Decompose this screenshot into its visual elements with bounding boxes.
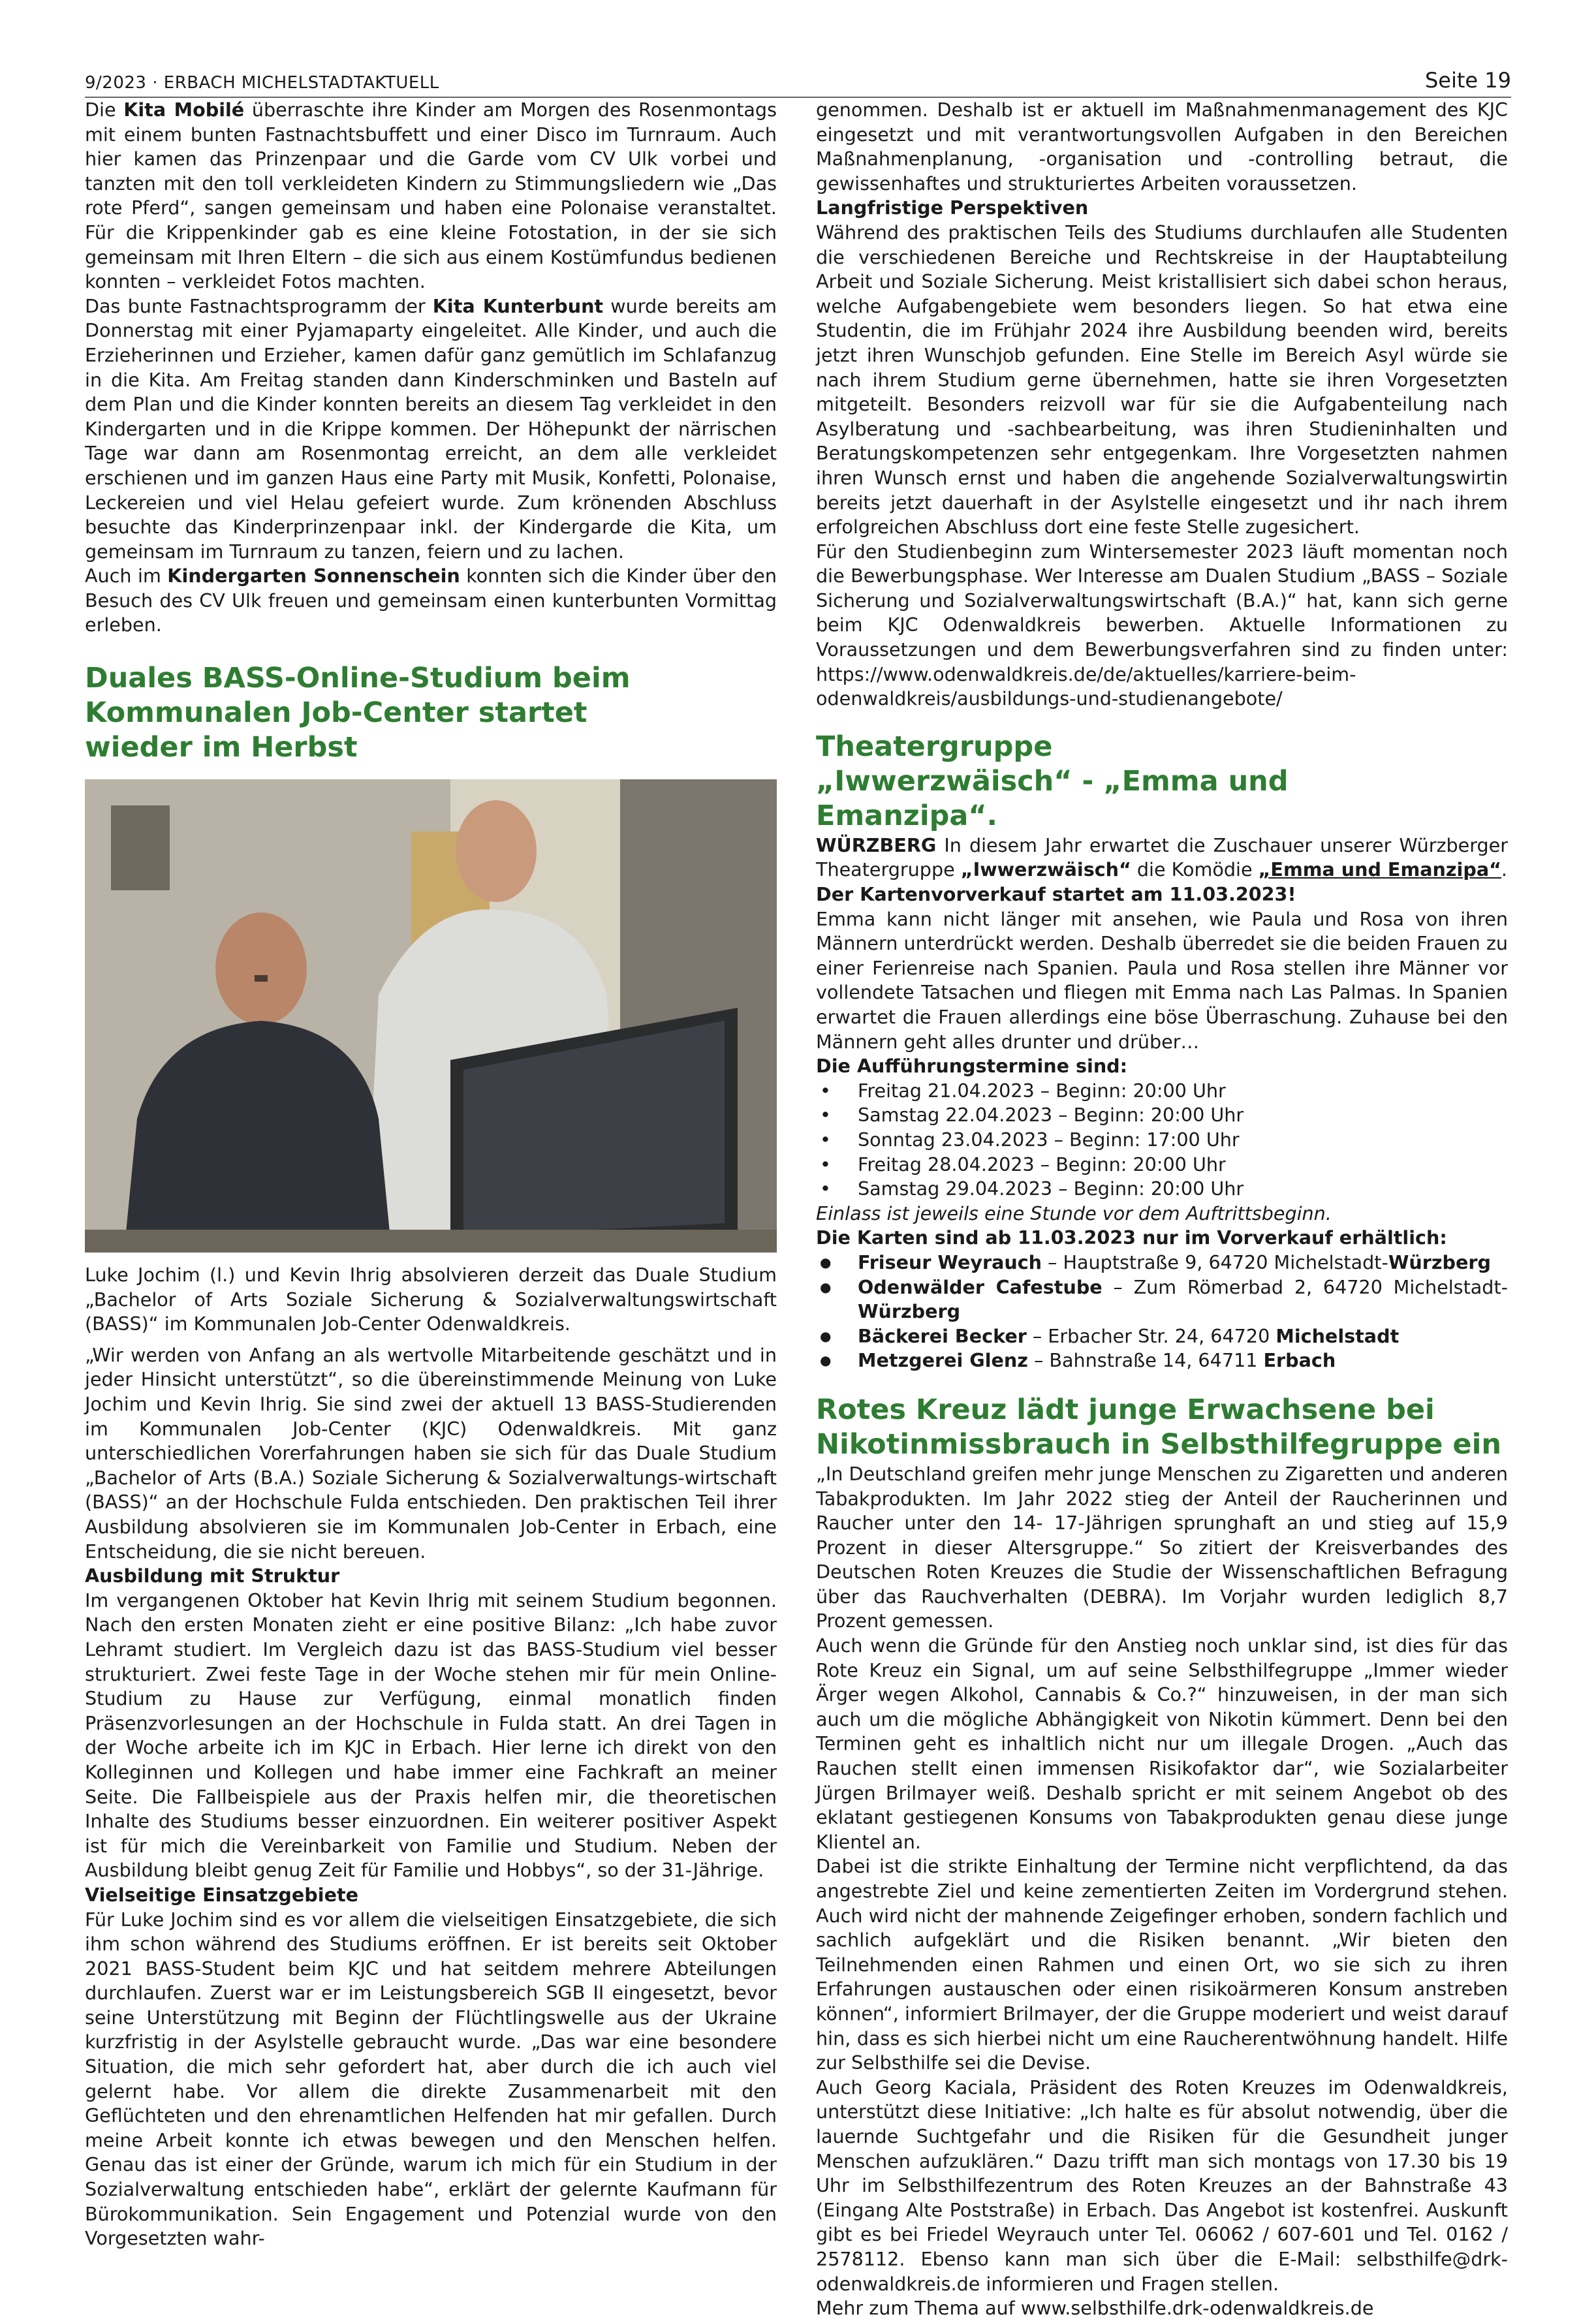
list-item: • Samstag 29.04.2023 – Beginn: 20:00 Uhr [816,1177,1508,1202]
dates-list [816,1079,1508,1202]
subheading: Ausbildung mit Struktur [85,1565,340,1587]
paragraph: Auch Georg Kaciala, Präsident des Roten Kreuzes im Odenwaldkreis, unterstützt diese Initiative: „Ich halte es für absolut notwendig, über die lauernde Suchtgefahr und die Risiken für die Gesundheit junger Menschen aufzuklären.“ Dazu trifft man sich montags von 17.30 bis 19 Uhr im Selbsthilfezentrum des Roten Kreuzes an der Bahnstraße 43 (Eingang Alte Poststraße) in Erbach. Das Angebot ist kostenfrei. Auskunft gibt es bei Friedel Weyrauch unter Tel. 06062 / 607-601 und Tel. 0162 / 2578112. Ebenso kann man sich über die E-Mail: selbsthilfe@drk-odenwaldkreis.de informieren und Fragen stellen. [816,2076,1508,2295]
list-item: • Freitag 28.04.2023 – Beginn: 20:00 Uhr [816,1153,1508,1177]
paragraph: WÜRZBERG In diesem Jahr erwartet die Zuschauer unserer Würzberger Theatergruppe „Iwwerzwäisch“ die Komödie „Emma und Emanzipa“. [816,833,1508,881]
tickets-title: Die Karten sind ab 11.03.2023 nur im Vorverkauf erhältlich: [816,1226,1447,1249]
paragraph: Die Kita Mobilé überraschte ihre Kinder am Morgen des Rosenmontags mit einem bunten Fastnachtsbuffett und einer Disco im Turnraum. Auch hier kamen das Prinzenpaar und die Garde vom CV Ulk vorbei und tanzten mit den toll verkleideten Kindern zu Stimmungsliedern wie „Das rote Pferd“, sangen gemeinsam und haben eine Polonaise veranstaltet. Für die Krippenkinder gab es eine kleine Fotostation, in der sie sich gemeinsam mit Ihren Eltern – die sich aus einem Kostümfundus bedienen konnten – verkleidet Fotos machten. [85,99,777,293]
list-item: ● Odenwälder Cafestube – Zum Römerbad 2, 64720 Michelstadt-Würzberg [816,1275,1508,1324]
headline-theater: Theatergruppe „Iwwerzwäisch“ - „Emma und Emanzipa“. [816,730,1289,832]
right-column [816,98,1508,2321]
entry-note: Einlass ist jeweils eine Stunde vor dem Auftrittsbeginn. [816,1202,1332,1224]
paragraph: Während des praktischen Teils des Studiums durchlaufen alle Studenten die verschiedenen Bereiche und Rechtskreise in der Hauptabteilung Arbeit und Soziale Sicherung. Meist kristallisiert sich dabei schon heraus, welche Aufgabengebiete wem besonders liegen. So hat etwa eine Studentin, die im Frühjahr 2024 ihre Ausbildung beenden wird, bereits jetzt ihren Wunschjob gefunden. Eine Stelle im Bereich Asyl würde sie nach ihrem Studium gerne übernehmen, hatte sie ihren Vorgesetzten mitgeteilt. Besonders reizvoll war für sie die Aufgabenteilung nach Asylberatung und -sachbearbeitung, was ihren Studieninhalten und Beratungskompetenzen sehr entgegenkam. Ihre Vorgesetzten nahmen ihren Wunsch ernst und haben die angehende Sozialverwaltungswirtin bereits jetzt dauerhaft in der Asylstelle eingesetzt und ihr nach ihrem erfolgreichen Abschluss dort eine feste Stelle zugesichert. [816,221,1508,538]
paragraph: Mehr zum Thema auf www.selbsthilfe.drk-odenwaldkreis.de [816,2297,1374,2320]
paragraph: Auch wenn die Gründe für den Anstieg noch unklar sind, ist dies für das Rote Kreuz ein Signal, um auf seine Selbsthilfegruppe „Immer wieder Ärger wegen Alkohol, Cannabis & Co.?“ hinzuweisen, in der man sich auch um die mögliche Abhängigkeit von Nikotin kümmert. Denn bei den Terminen geht es inhaltlich nicht nur um illegale Drogen. „Auch das Rauchen stellt einen immensen Risikofaktor dar“, wie Sozialarbeiter Jürgen Brilmayer weiß. Deshalb spricht er mit seinem Angebot ob des eklatant gestiegenen Konsums von Tabakprodukten genau diese junge Klientel an. [816,1634,1508,1853]
issue-label: 9/2023 · ERBACH MICHELSTADTAKTUELL [85,73,439,93]
dates-title: Die Aufführungstermine sind: [816,1055,1128,1078]
list-item: ● Metzgerei Glenz – Bahnstraße 14, 64711 Erbach [816,1348,1508,1373]
list-item: ● Friseur Weyrauch – Hauptstraße 9, 64720 Michelstadt-Würzberg [816,1251,1508,1275]
subheading: Vielseitige Einsatzgebiete [85,1883,359,1906]
paragraph: Das bunte Fastnachtsprogramm der Kita Kunterbunt wurde bereits am Donnerstag mit einer Pyjamaparty eingeleitet. Alle Kinder, und auch die Erzieherinnen und Erzieher, kamen dafür ganz gemütlich im Schlafanzug in die Kita. Am Freitag standen dann Kinderschminken und Basteln auf dem Plan und die Kinder konnten bereits an diesem Tag verkleidet in den Kindergarten und in die Krippe kommen. Der Höhepunkt der närrischen Tage war dann am Rosenmontag erreicht, an dem alle verkleidet erschienen und im ganzen Haus eine Party mit Musik, Konfetti, Polonaise, Leckereien und viel Helau gefeiert wurde. Zum krönenden Abschluss besuchte das Kinderprinzenpaar inkl. der Kindergarde die Kita, um gemeinsam im Turnraum zu tanzen, feiern und zu lachen. [85,294,777,563]
list-item: • Samstag 22.04.2023 – Beginn: 20:00 Uhr [816,1103,1508,1128]
subheading: Langfristige Perspektiven [816,196,1089,219]
paragraph: Für Luke Jochim sind es vor allem die vielseitigen Einsatzgebiete, die sich ihm schon während des Studiums eröffnen. Er ist bereits seit Oktober 2021 BASS-Student beim KJC und hat seitdem mehrere Abteilungen durchlaufen. Zuerst war er im Leistungsbereich SGB II eingesetzt, bevor seine Unterstützung mit Beginn der Flüchtlingswelle aus der Ukraine kurzfristig in der Asylstelle gebraucht wurde. „Das war eine besondere Situation, die mich sehr gefordert hat, aber durch die ich auch viel gelernt habe. Vor allem die direkte Zusammenarbeit mit den Geflüchteten und den ehrenamtlichen Helfenden hat mir gefallen. Durch meine Arbeit konnte ich etwas bewegen und den Menschen helfen. Genau das ist einer der Gründe, warum ich mich für ein Studium in der Sozialverwaltung entschieden habe“, erklärt der gelernte Kaufmann für Bürokommunikation. Sein Engagement und Potenzial wurde von den Vorgesetzten wahr- [85,1908,777,2250]
photo-illustration [85,779,777,1253]
paragraph: „Wir werden von Anfang an als wertvolle Mitarbeitende geschätzt und in jeder Hinsicht unterstützt“, so die übereinstimmende Meinung von Luke Jochim und Kevin Ihrig. Sie sind zwei der aktuell 13 BASS-Studierenden im Kommunalen Job-Center (KJC) Odenwaldkreis. Mit ganz unterschiedlichen Vorerfahrungen haben sie sich für das Duale Studium „Bachelor of Arts (B.A.) Soziale Sicherung & Sozialverwaltungs-wirtschaft (BASS)“ an der Hochschule Fulda entschieden. Den praktischen Teil ihrer Ausbildung absolvieren sie im Kommunalen Job-Center in Erbach, eine Entscheidung, die sie nicht bereuen. [85,1343,777,1563]
paragraph: Emma kann nicht länger mit ansehen, wie Paula und Rosa von ihren Männern unterdrückt werden. Deshalb überredet sie die beiden Frauen zu einer Ferienreise nach Spanien. Paula und Rosa stellen ihre Männer vor vollendete Tatsachen und fliegen mit Emma nach Las Palmas. In Spanien erwartet die Frauen allerdings eine böse Überraschung. Zuhause bei den Männern geht alles drunter und drüber… [816,907,1508,1053]
shops-list [816,1251,1508,1373]
paragraph: Dabei ist die strikte Einhaltung der Termine nicht verpflichtend, da das angestrebte Ziel und keine zementierten Zeiten im Vordergrund stehen. Auch wird nicht der mahnende Zeigefinger erhoben, sondern fachlich und sachlich aufgeklärt und die Risiken benannt. „Wir bieten den Teilnehmenden einen Rahmen und einen Ort, wo sie sich zu ihren Erfahrungen austauschen oder einen risikoärmeren Konsum anstreben können“, informiert Brilmayer, der die Gruppe moderiert und weist darauf hin, dass es sich hierbei nicht um eine Raucherentwöhnung handelt. Hilfe zur Selbsthilfe sei die Devise. [816,1855,1508,2074]
paragraph: Für den Studienbeginn zum Wintersemester 2023 läuft momentan noch die Bewerbungsphase. Wer Interesse am Dualen Studium „BASS – Soziale Sicherung und Sozialverwaltungswirtschaft (B.A.)“ hat, kann sich gerne beim KJC Odenwaldkreis bewerben. Aktuelle Informationen zu Voraussetzungen und dem Bewerbungsverfahren sind zu finden unter: https://www.odenwaldkreis.de/de/aktuelles/karriere-beim-odenwaldkreis/ausbildungs-und-studienangebote/ [816,540,1508,710]
list-item: ● Bäckerei Becker – Erbacher Str. 24, 64720 Michelstadt [816,1324,1508,1349]
paragraph: Auch im Kindergarten Sonnenschein konnten sich die Kinder über den Besuch des CV Ulk freuen und gemeinsam einen kunterbunten Vormittag erleben. [85,565,777,636]
paragraph: Im vergangenen Oktober hat Kevin Ihrig mit seinem Studium begonnen. Nach den ersten Monaten zieht er eine positive Bilanz: „Ich habe zuvor Lehramt studiert. Im Vergleich dazu ist das BASS-Studium viel besser strukturiert. Zwei feste Tage in der Woche stehen mir für mein Online-Studium zu Hause zur Verfügung, einmal monatlich finden Präsenzvorlesungen an der Hochschule in Fulda statt. An drei Tagen in der Woche arbeite ich im KJC in Erbach. Hier lerne ich direkt von den Kolleginnen und Kollegen und habe immer eine Fachkraft an meiner Seite. Die Fallbeispiele aus der Praxis helfen mir, die theoretischen Inhalte des Studiums besser einzuordnen. Ein weiterer positiver Aspekt ist für mich die Vereinbarkeit von Familie und Studium. Neben der Ausbildung bleibt genug Zeit für Familie und Hobbys“, so der 31-Jährige. [85,1589,777,1882]
page-number: Seite 19 [1424,68,1511,93]
left-column [85,98,777,2251]
paragraph: genommen. Deshalb ist er aktuell im Maßnahmenmanagement des KJC eingesetzt und mit verantwortungsvollen Aufgaben in den Bereichen Maßnahmenplanung, -organisation und -controlling betraut, die gewissenhaftes und strukturiertes Arbeiten voraussetzen. [816,99,1508,195]
presale-note: Der Kartenvorverkauf startet am 11.03.2023! [816,883,1296,906]
page-header [85,60,1511,98]
list-item: • Sonntag 23.04.2023 – Beginn: 17:00 Uhr [816,1128,1508,1153]
headline-bass: Duales BASS-Online-Studium beim Kommunalen Job-Center startet wieder im Herbst [85,662,631,764]
photo-caption: Luke Jochim (l.) und Kevin Ihrig absolvieren derzeit das Duale Studium „Bachelor of Arts Soziale Sicherung & Sozialverwaltungswirtschaft (BASS)“ im Kommunalen Job-Center Odenwaldkreis. [85,1264,777,1335]
headline-red-cross: Rotes Kreuz lädt junge Erwachsene bei Nikotinmissbrauch in Selbsthilfegruppe ein [816,1393,1501,1461]
list-item: • Freitag 21.04.2023 – Beginn: 20:00 Uhr [816,1079,1508,1104]
article-photo [85,779,777,1253]
paragraph: „In Deutschland greifen mehr junge Menschen zu Zigaretten und anderen Tabakprodukten. Im Jahr 2022 stieg der Anteil der Raucherinnen und Raucher unter den 14- 17-Jährigen sprunghaft an und stieg auf 15,9 Prozent in dieser Altersgruppe.“ So zitiert der Kreisverbandes des Deutschen Roten Kreuzes die Studie der Wissenschaftlichen Befragung über das Rauchverhalten (DEBRA). Im Vorjahr wurden lediglich 8,7 Prozent gemessen. [816,1462,1508,1632]
